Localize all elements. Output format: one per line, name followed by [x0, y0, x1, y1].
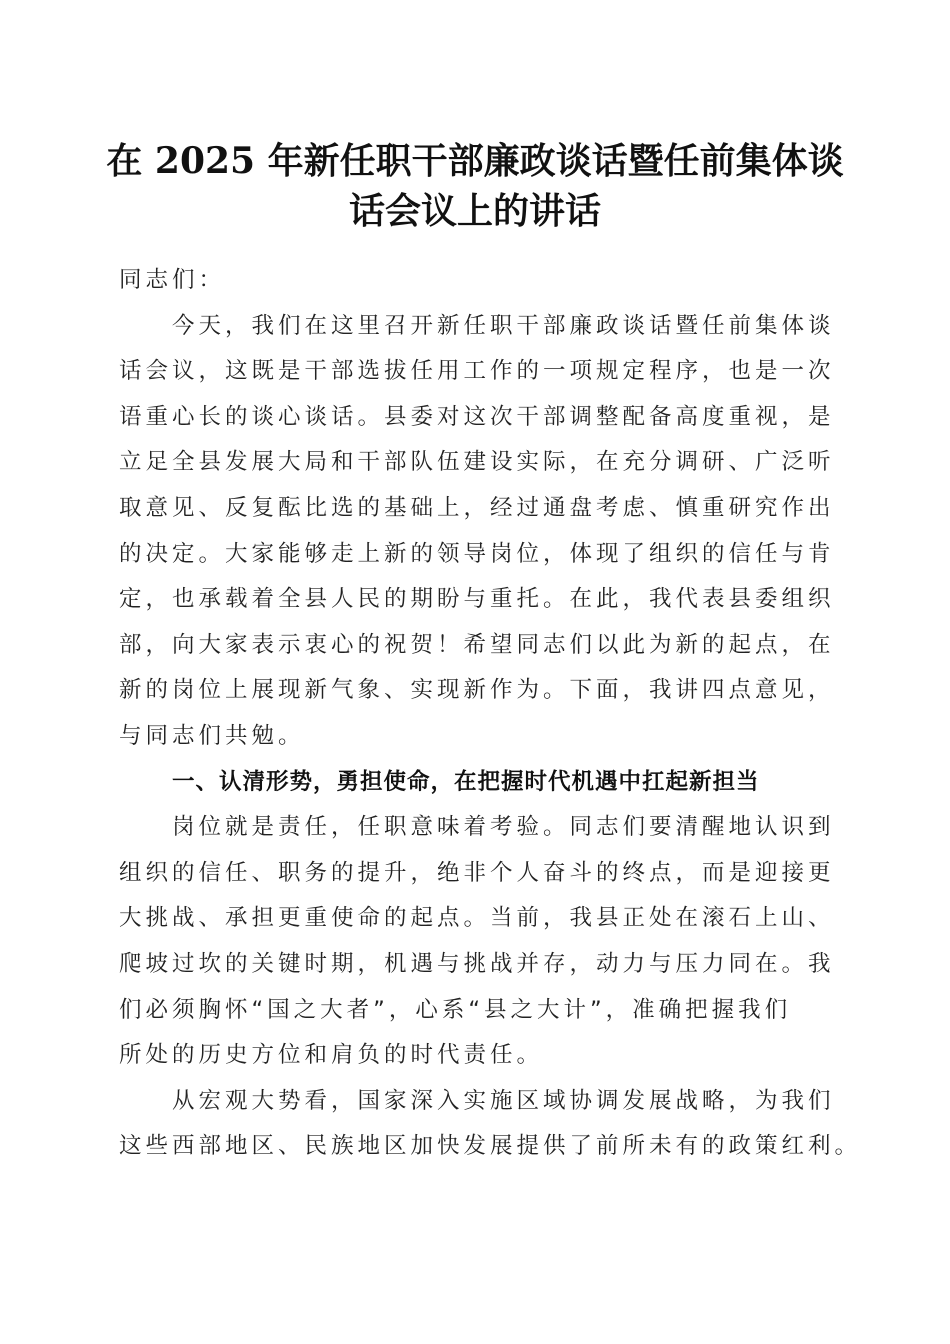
- paragraph-line: 与同志们共勉。: [119, 722, 305, 749]
- paragraph-line: 大挑战、承担更重使命的起点。当前，我县正处在滚石上山、: [119, 905, 835, 932]
- paragraph-line: 从宏观大势看，国家深入实施区域协调发展战略，为我们: [172, 1087, 835, 1114]
- paragraph-line: 组织的信任、职务的提升，绝非个人奋斗的终点，而是迎接更: [119, 859, 835, 886]
- section-heading: 一、认清形势，勇担使命，在把握时代机遇中扛起新担当: [172, 768, 760, 795]
- paragraph-line: 岗位就是责任，任职意味着考验。同志们要清醒地认识到: [172, 814, 835, 841]
- paragraph-line: 话会议，这既是干部选拔任用工作的一项规定程序，也是一次: [119, 358, 835, 385]
- paragraph-line: 的决定。大家能够走上新的领导岗位，体现了组织的信任与肯: [119, 540, 835, 567]
- paragraph-opening: [119, 304, 834, 760]
- title-line: 在 2025 年新任职干部廉政谈话暨任前集体谈: [106, 140, 844, 182]
- paragraph-line: 取意见、反复酝比选的基础上，经过通盘考虑、慎重研究作出: [119, 494, 835, 521]
- paragraph-line: 定，也承载着全县人民的期盼与重托。在此，我代表县委组织: [119, 586, 835, 613]
- paragraph-macro-trend: [119, 1079, 862, 1170]
- document-title: [100, 136, 850, 236]
- paragraph-line: 立足全县发展大局和干部队伍建设实际，在充分调研、广泛听: [119, 449, 835, 476]
- paragraph-line: 新的岗位上展现新气象、实现新作为。下面，我讲四点意见，: [119, 677, 835, 704]
- paragraph-line: 爬坡过坎的关键时期，机遇与挑战并存，动力与压力同在。我: [119, 950, 835, 977]
- paragraph-line: 今天，我们在这里召开新任职干部廉政谈话暨任前集体谈: [172, 312, 835, 339]
- title-line: 话会议上的讲话: [348, 190, 601, 232]
- paragraph-line: 这些西部地区、民族地区加快发展提供了前所未有的政策红利。: [119, 1133, 862, 1160]
- paragraph-line: 所处的历史方位和肩负的时代责任。: [119, 1042, 544, 1069]
- paragraph-line: 部，向大家表示衷心的祝贺！希望同志们以此为新的起点，在: [119, 631, 835, 658]
- paragraph-line: 语重心长的谈心谈话。县委对这次干部调整配备高度重视，是: [119, 403, 835, 430]
- salutation: 同志们：: [119, 267, 226, 293]
- paragraph-responsibility: [119, 805, 834, 1079]
- paragraph-line: 们必须胸怀“国之大者”，心系“县之大计”，准确把握我们: [119, 996, 792, 1023]
- document-body: [119, 258, 862, 1170]
